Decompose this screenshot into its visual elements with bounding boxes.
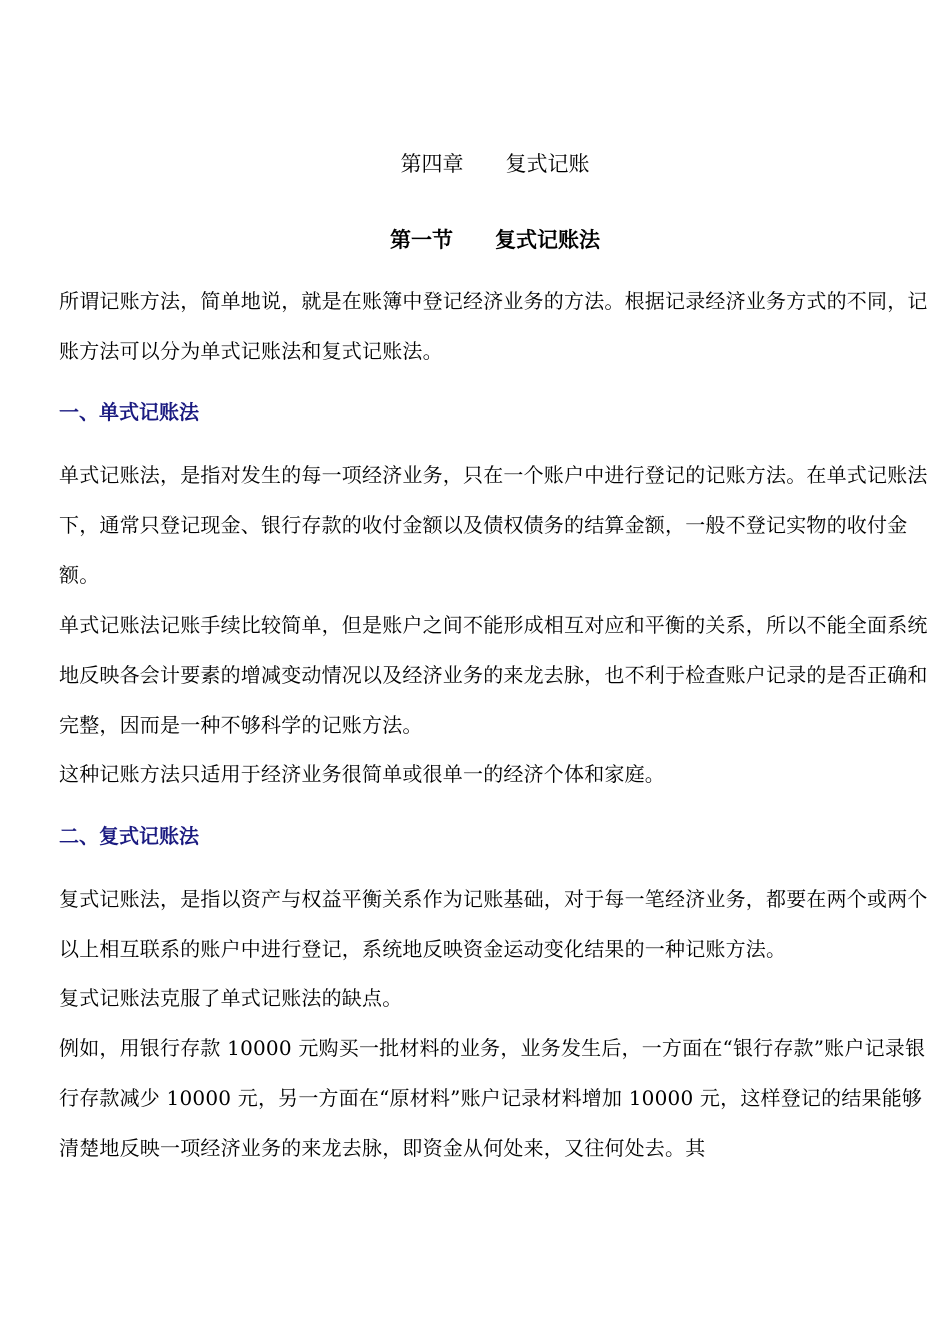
double-entry-paragraph: 复式记账法，是指以资产与权益平衡关系作为记账基础，对于每一笔经济业务，都要在两个或两个以上相互联系的账户中进行登记，系统地反映资金运动变化结果的一种记账方法。: [59, 887, 928, 961]
single-entry-paragraph: 单式记账法，是指对发生的每一项经济业务，只在一个账户中进行登记的记账方法。在单式记账法下，通常只登记现金、银行存款的收付金额以及债权债务的结算金额，一般不登记实物的收付金额。: [59, 463, 928, 587]
double-entry-paragraph: 复式记账法克服了单式记账法的缺点。: [59, 986, 403, 1010]
single-entry-paragraph: 这种记账方法只适用于经济业务很简单或很单一的经济个体和家庭。: [59, 762, 665, 786]
heading-double-entry: 二、复式记账法: [59, 824, 199, 848]
chapter-title: 第四章 复式记账: [400, 152, 590, 176]
heading-single-entry: 一、单式记账法: [59, 400, 199, 424]
double-entry-paragraph: 例如，用银行存款 10000 元购买一批材料的业务，业务发生后，一方面在“银行存款”账户记录银行存款减少 10000 元，另一方面在“原材料”账户记录材料增加 10000 元，这样登记的结果能够清楚地反映一项经济业务的来龙去脉，即资金从何处来，又往何处去。其: [59, 1036, 926, 1160]
single-entry-paragraph: 单式记账法记账手续比较简单，但是账户之间不能形成相互对应和平衡的关系，所以不能全面系统地反映各会计要素的增减变动情况以及经济业务的来龙去脉，也不利于检查账户记录的是否正确和完整，因而是一种不够科学的记账方法。: [59, 613, 928, 737]
intro-paragraph: 所谓记账方法，简单地说，就是在账簿中登记经济业务的方法。根据记录经济业务方式的不同，记账方法可以分为单式记账法和复式记账法。: [59, 289, 928, 363]
section-title: 第一节 复式记账法: [390, 227, 600, 252]
